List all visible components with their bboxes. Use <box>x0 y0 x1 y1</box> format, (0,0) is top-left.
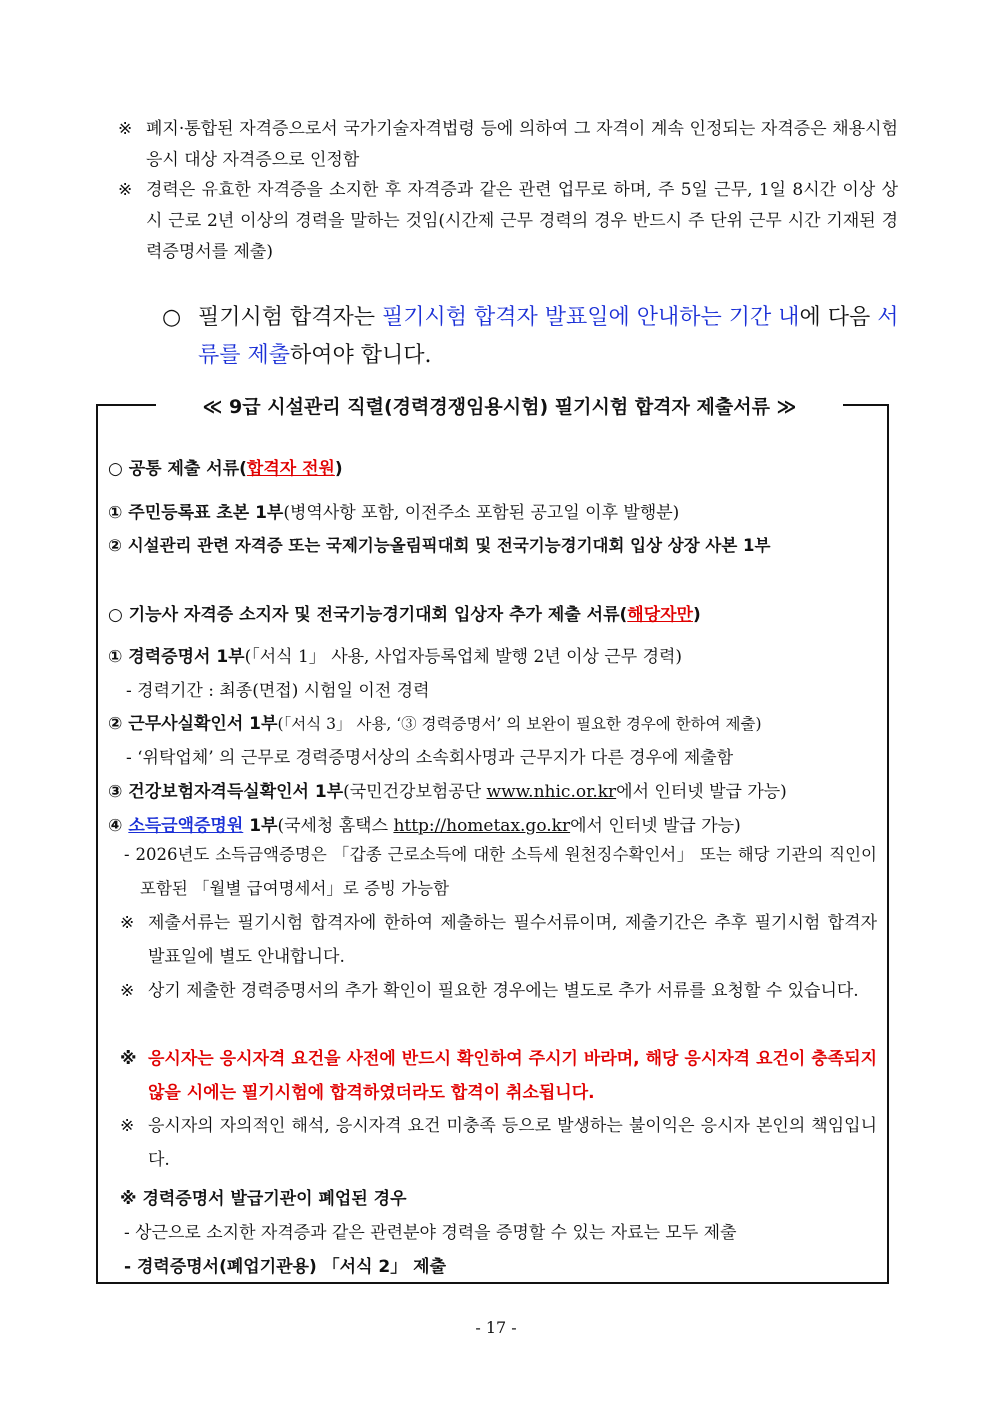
item-detail: (병역사항 포함, 이전주소 포함된 공고일 이후 발행분) <box>283 503 680 523</box>
note-career-definition <box>118 175 898 268</box>
reference-mark: ※ <box>120 1049 137 1069</box>
reference-mark: ※ <box>118 180 133 200</box>
extra-item-3 <box>108 777 879 802</box>
box-note-1 <box>120 906 877 974</box>
item-detail-1: (국민건강보험공단 <box>343 782 487 802</box>
item-title: ② 근무사실확인서 1부 <box>108 714 278 734</box>
item-detail-2: 에서 인터넷 발급 가능) <box>570 816 741 836</box>
heading-close: ) <box>334 459 343 479</box>
item-count: 1부 <box>243 816 278 836</box>
required-documents-box <box>96 396 889 1284</box>
closed-issuer-heading: ※ 경력증명서 발급기관이 폐업된 경우 <box>120 1189 407 1209</box>
common-item-1 <box>108 498 879 523</box>
common-documents-heading <box>108 454 879 479</box>
income-certificate-label: 소득금액증명원 <box>128 816 244 836</box>
box-note-4 <box>120 1109 877 1177</box>
item-number: ④ <box>108 816 129 836</box>
note-text: 응시자의 자의적인 해석, 응시자격 요건 미충족 등으로 발생하는 불이익은 응시자 본인의 책임입니다. <box>148 1116 877 1170</box>
item-detail-1: (국세청 홈택스 <box>277 816 394 836</box>
all-passers-label: 합격자 전원 <box>246 459 335 479</box>
heading-text: ○ 기능사 자격증 소지자 및 전국기능경기대회 입상자 추가 제출 서류( <box>108 605 628 625</box>
reference-mark: ※ <box>118 119 133 139</box>
nhic-link[interactable]: www.nhic.or.kr <box>486 782 617 802</box>
note-abolished-certificates <box>118 114 898 176</box>
note-text: 상기 제출한 경력증명서의 추가 확인이 필요한 경우에는 별도로 추가 서류를 요청할 수 있습니다. <box>148 981 859 1001</box>
item-title: ① 경력증명서 1부 <box>108 647 245 667</box>
note-text: 폐지·통합된 자격증으로서 국가기술자격법령 등에 의하여 그 자격이 계속 인정되는 자격증은 채용시험 응시 대상 자격증으로 인정함 <box>146 119 898 170</box>
lead-text <box>162 299 902 375</box>
box-title: ≪ 9급 시설관리 직렬(경력경쟁임용시험) 필기시험 합격자 제출서류 ≫ <box>156 392 843 422</box>
extra-item-4 <box>108 811 879 836</box>
hometax-link[interactable]: http://hometax.go.kr <box>393 816 571 836</box>
heading-text: ○ 공통 제출 서류( <box>108 459 247 479</box>
extra-item-2 <box>108 709 879 734</box>
item-title: ① 주민등록표 초본 1부 <box>108 503 284 523</box>
reference-mark: ※ <box>120 913 135 933</box>
lead-text-3: 에 다음 <box>799 305 878 330</box>
extra-item-4-sub <box>124 838 877 906</box>
item-detail: (「서식 3」 사용, ‘③ 경력증명서’ 의 보완이 필요한 경우에 한하여 제출) <box>277 715 762 733</box>
common-item-2: ② 시설관리 관련 자격증 또는 국제기능올림픽대회 및 전국기능경기대회 입상 상장 사본 1부 <box>108 536 771 555</box>
extra-item-2-sub: - ‘위탁업체’ 의 근무로 경력증명서상의 소속회사명과 근무지가 다른 경우에 제출함 <box>126 748 734 768</box>
note-text: 제출서류는 필기시험 합격자에 한하여 제출하는 필수서류이며, 제출기간은 추후 필기시험 합격자 발표일에 별도 안내합니다. <box>148 913 877 967</box>
item-detail-2: 에서 인터넷 발급 가능) <box>616 782 787 802</box>
lead-text-5: 하여야 합니다. <box>290 343 432 368</box>
extra-item-1 <box>108 642 879 667</box>
item-detail: (「서식 1」 사용, 사업자등록업체 발행 2년 이상 근무 경력) <box>244 647 683 667</box>
heading-close: ) <box>692 605 701 625</box>
lead-highlight-submit: 서류를 제출 <box>198 305 899 368</box>
item-title: ③ 건강보험자격득실확인서 1부 <box>108 782 344 802</box>
lead-highlight-period: 필기시험 합격자 발표일에 안내하는 기간 내 <box>382 305 800 330</box>
reference-mark: ※ <box>120 1116 135 1136</box>
reference-mark: ※ <box>120 981 135 1001</box>
closed-issuer-item-1: - 상근으로 소지한 자격증과 같은 관련분야 경력을 증명할 수 있는 자료는 모두 제출 <box>124 1223 737 1243</box>
closed-issuer-item-2: - 경력증명서(폐업기관용) 「서식 2」 제출 <box>124 1257 447 1277</box>
box-note-3-warning <box>120 1042 877 1110</box>
box-note-2 <box>120 974 877 1008</box>
lead-text-1: 필기시험 합격자는 <box>198 305 383 330</box>
sub-text: - 2026년도 소득금액증명은 「갑종 근로소득에 대한 소득세 원천징수확인서」 또는 해당 기관의 직인이 포함된 「월별 급여명세서」로 증빙 가능함 <box>124 845 877 898</box>
extra-documents-heading <box>108 600 879 625</box>
extra-item-1-sub: - 경력기간 : 최종(면접) 시험일 이전 경력 <box>126 681 430 701</box>
applicable-only-label: 해당자만 <box>627 605 693 625</box>
lead-paragraph <box>162 299 902 375</box>
note-text: 경력은 유효한 자격증을 소지한 후 자격증과 같은 관련 업무로 하며, 주 5일 근무, 1일 8시간 이상 상시 근로 2년 이상의 경력을 말하는 것임(시간제 근무 경력의 경우 반드시 주 단위 근무 시간 기재된 경력증명서를 제출) <box>146 180 898 262</box>
page-number: - 17 - <box>475 1318 517 1337</box>
note-text: 응시자는 응시자격 요건을 사전에 반드시 확인하여 주시기 바라며, 해당 응시자격 요건이 충족되지 않을 시에는 필기시험에 합격하였더라도 합격이 취소됩니다. <box>148 1049 877 1103</box>
circle-bullet: ○ <box>162 305 182 330</box>
